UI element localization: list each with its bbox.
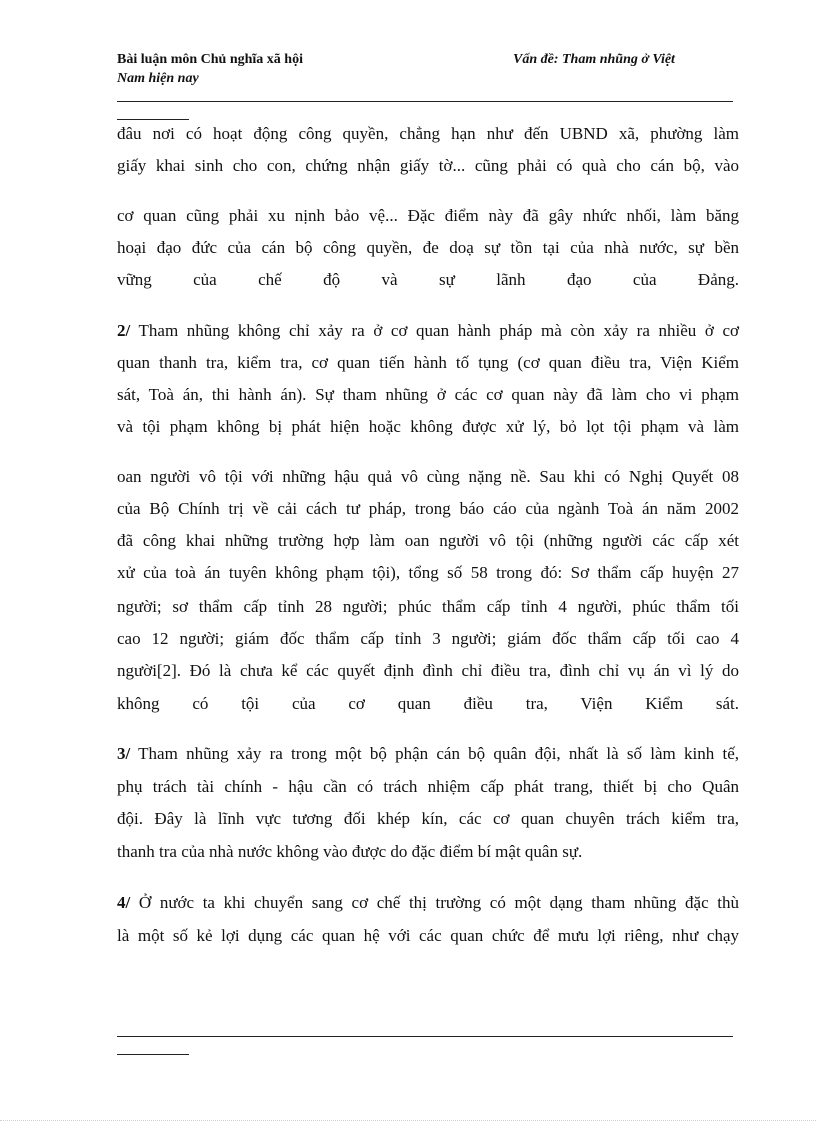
text-line: quan thanh tra, kiểm tra, cơ quan tiến hành tố tụng (cơ quan điều tra, Viện Kiểm (117, 353, 739, 372)
text-line: người[2]. Đó là chưa kể các quyết định đình chỉ điều tra, đình chỉ vụ án vì lý do (117, 661, 739, 680)
text-line: không có tội của cơ quan điều tra, Viện Kiểm sát. (117, 694, 739, 713)
text-line: đội. Đây là lĩnh vực tương đối khép kín, các cơ quan chuyên trách kiểm tra, (117, 809, 739, 828)
text-line: vững của chế độ và sự lãnh đạo của Đảng. (117, 270, 739, 289)
text-line: cơ quan cũng phải xu nịnh bảo vệ... Đặc điểm này đã gây nhức nhối, làm băng (117, 206, 739, 225)
text-line: là một số kẻ lợi dụng các quan hệ với các quan chức để mưu lợi riêng, như chạy (117, 926, 739, 945)
header-topic: Vấn đề: Tham nhũng ở Việt (513, 52, 675, 67)
header-course-title: Bài luận môn Chủ nghĩa xã hội (117, 52, 303, 67)
text-line: sát, Toà án, thi hành án). Sự tham nhũng ở các cơ quan này đã làm cho vi phạm (117, 385, 739, 404)
text-line: của Bộ Chính trị về cải cách tư pháp, trong báo cáo của ngành Toà án năm 2002 (117, 499, 739, 518)
paragraph-2-first-line: 2/ Tham nhũng không chỉ xảy ra ở cơ quan hành pháp mà còn xảy ra nhiều ở cơ (117, 321, 739, 340)
text-line: người; sơ thẩm cấp tỉnh 28 người; phúc thẩm cấp tỉnh 4 người, phúc thẩm tối (117, 597, 739, 616)
footer-rule-short (117, 1054, 189, 1055)
footer-rule (117, 1036, 733, 1037)
header-topic-continued: Nam hiện nay (117, 71, 199, 86)
text-line: đã công khai những trường hợp làm oan người vô tội (những người các cấp xét (117, 531, 739, 550)
item-number: 3/ (117, 744, 131, 763)
text-line: hoại đạo đức của cán bộ công quyền, đe doạ sự tồn tại của nhà nước, sự bền (117, 238, 739, 257)
text-line: xử của toà án tuyên không phạm tội), tổng số 58 trong đó: Sơ thẩm cấp huyện 27 (117, 563, 739, 582)
text-line: cao 12 người; giám đốc thẩm cấp tỉnh 3 người; giám đốc thẩm cấp tối cao 4 (117, 629, 739, 648)
text-line: oan người vô tội với những hậu quả vô cùng nặng nề. Sau khi có Nghị Quyết 08 (117, 467, 739, 486)
page-edge (0, 1120, 816, 1121)
item-number: 2/ (117, 321, 131, 340)
text-line: thanh tra của nhà nước không vào được do đặc điểm bí mật quân sự. (117, 842, 583, 861)
text-line: và tội phạm không bị phát hiện hoặc không được xử lý, bỏ lọt tội phạm và làm (117, 417, 739, 436)
header-rule (117, 101, 733, 102)
paragraph-3-first-line: 3/ Tham nhũng xảy ra trong một bộ phận cán bộ quân đội, nhất là số làm kinh tế, (117, 744, 739, 763)
text-line: phụ trách tài chính - hậu cần có trách nhiệm cấp phát trang, thiết bị cho Quân (117, 777, 739, 796)
text-line: đâu nơi có hoạt động công quyền, chẳng hạn như đến UBND xã, phường làm (117, 124, 739, 143)
text-line: giấy khai sinh cho con, chứng nhận giấy tờ... cũng phải có quà cho cán bộ, vào (117, 156, 739, 175)
header-rule-short (117, 119, 189, 120)
item-number: 4/ (117, 893, 131, 912)
paragraph-4-first-line: 4/ Ở nước ta khi chuyển sang cơ chế thị trường có một dạng tham nhũng đặc thù (117, 893, 740, 912)
